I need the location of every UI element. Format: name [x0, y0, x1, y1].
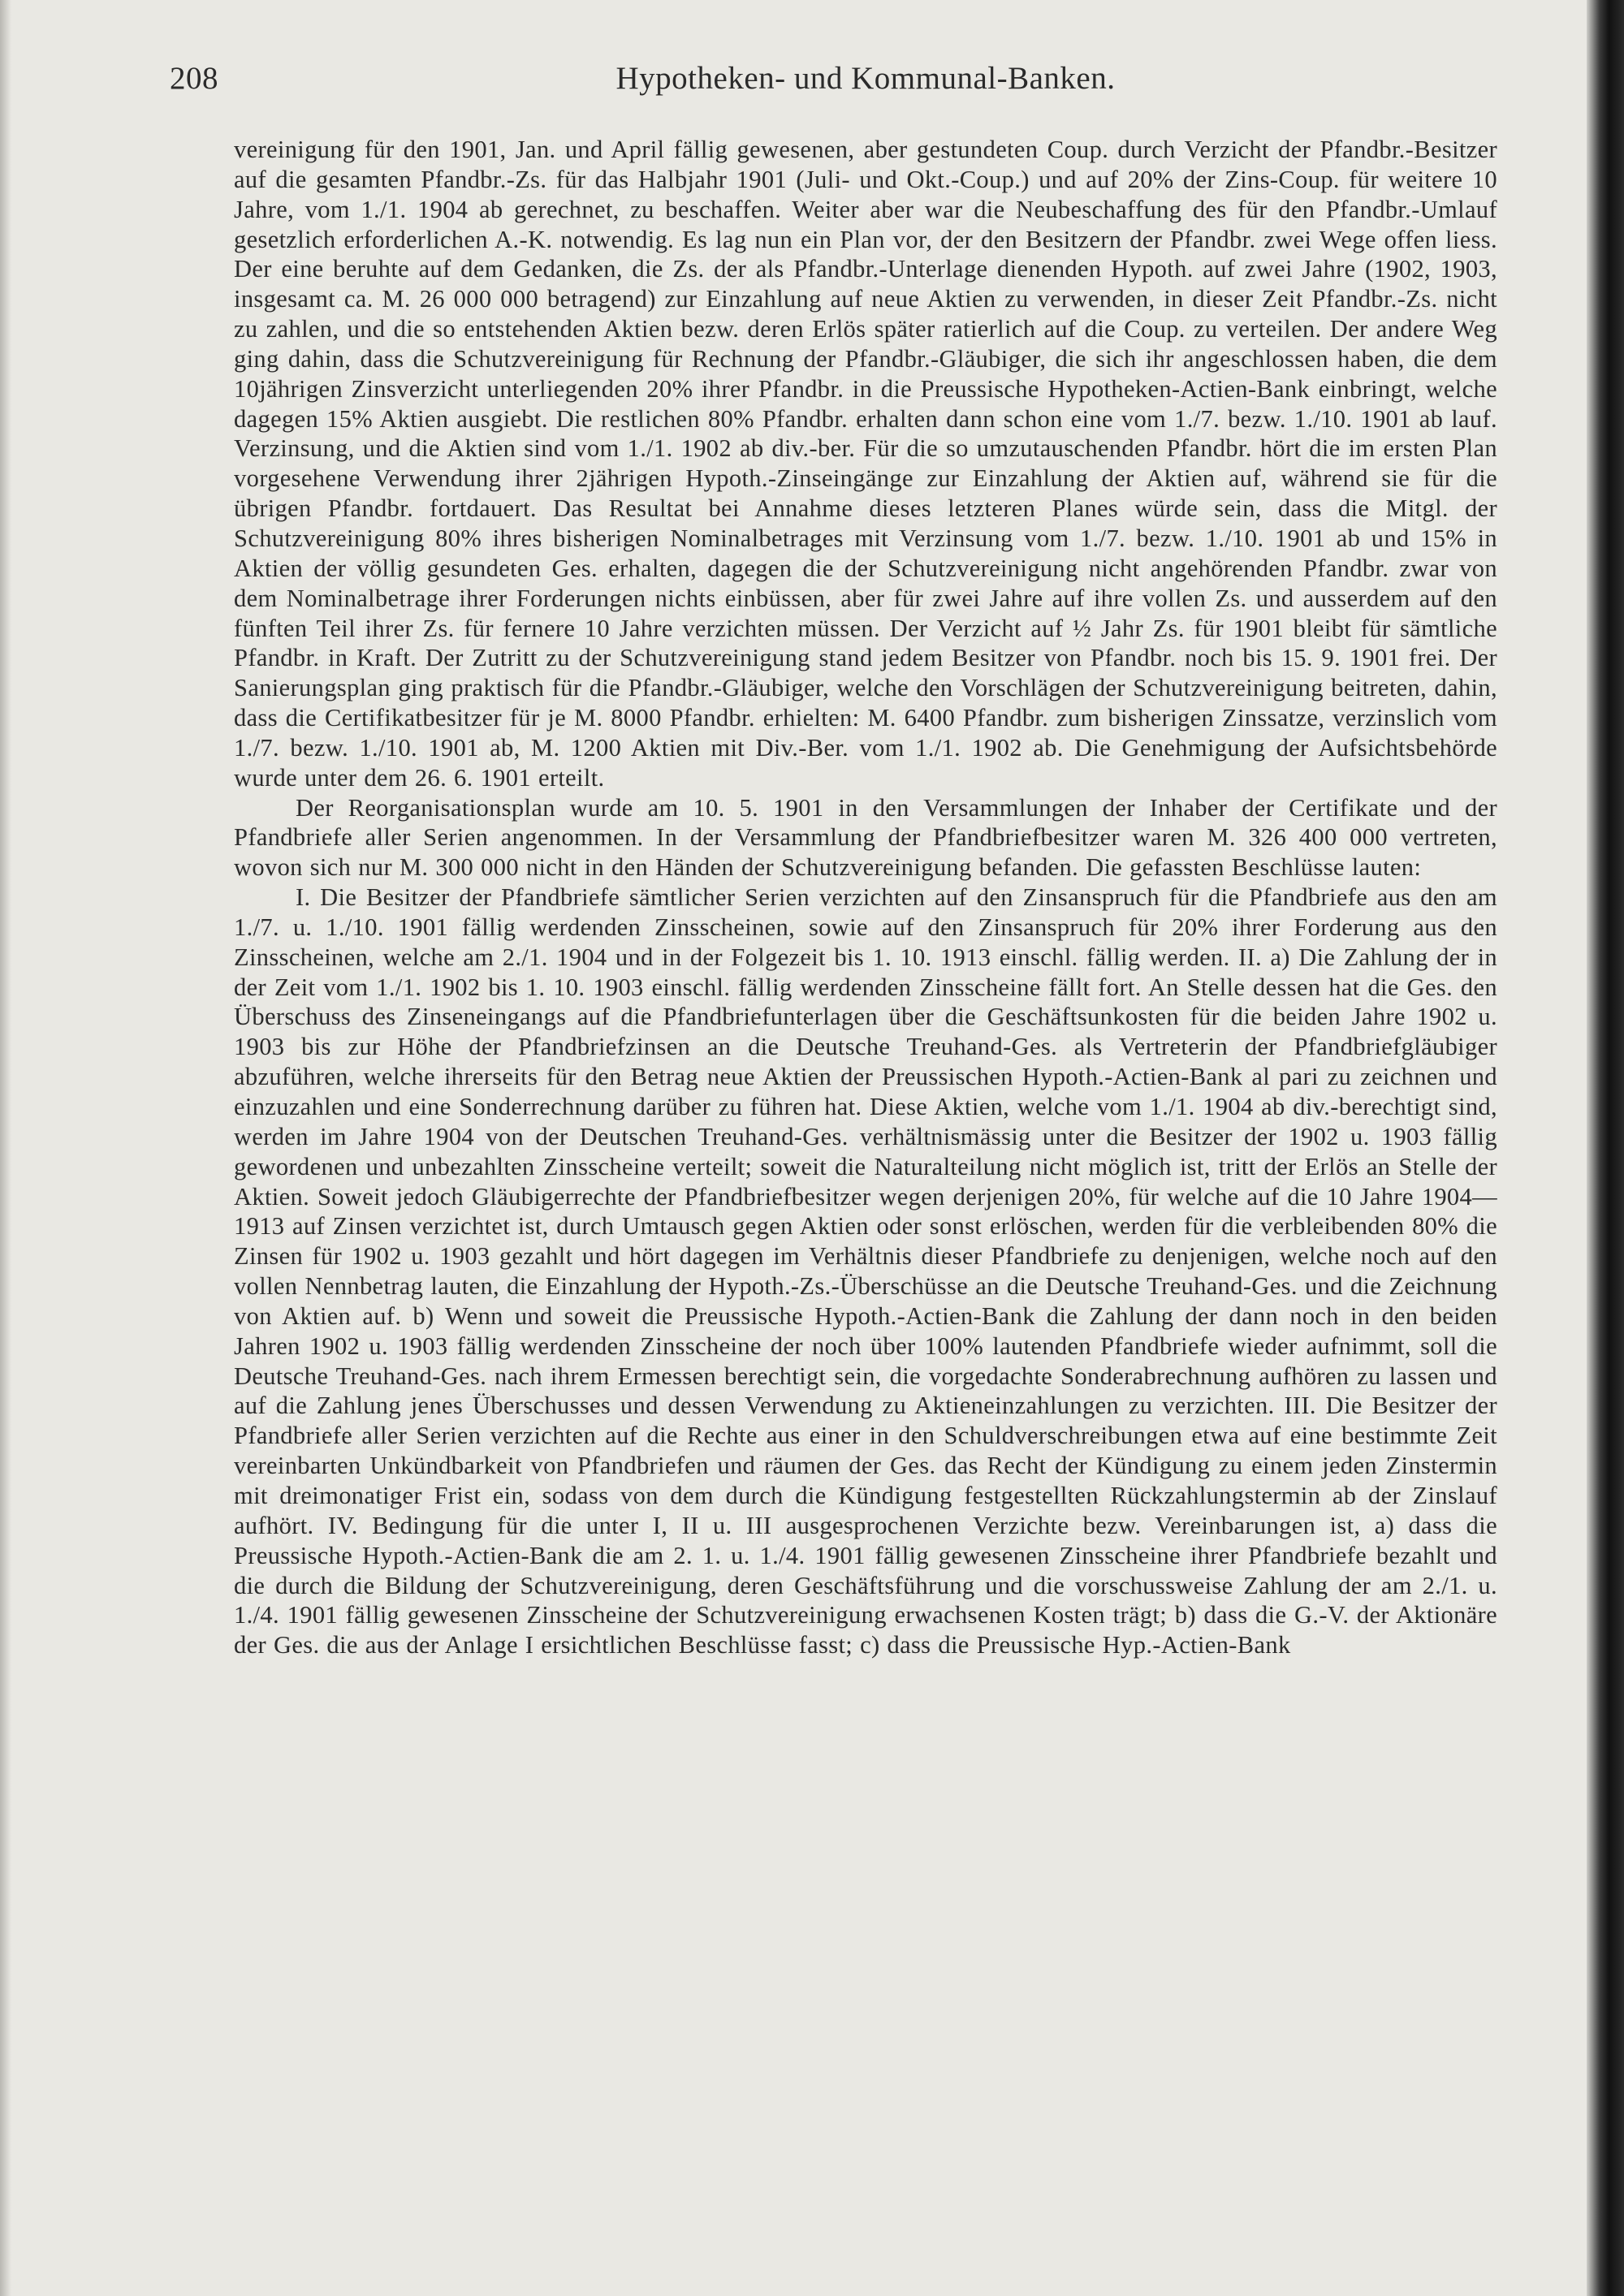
scan-shadow-left: [0, 0, 11, 2296]
running-title: Hypotheken- und Kommunal-Banken.: [615, 61, 1116, 96]
page-number: 208: [170, 61, 218, 96]
running-head: [170, 49, 1497, 106]
paragraph-resolutions: I. Die Besitzer der Pfandbriefe sämtlicher Serien verzichten auf den Zinsanspruch für die Pfandbriefe aus den am 1./7. u. 1./10. 1901 fällig werdenden Zinsscheinen, sowie auf den Zinsanspruch für 20% ihrer Forderung aus den Zinsscheinen, welche am 2./1. 1904 und in der Folgezeit bis 1. 10. 1913 einschl. fällig werden. II. a) Die Zahlung der in der Zeit vom 1./1. 1902 bis 1. 10. 1903 einschl. fällig werdenden Zinsscheine fällt fort. An Stelle dessen hat die Ges. den Überschuss des Zinseneingangs auf die Pfandbriefunterlagen über die Geschäftsunkosten für die beiden Jahre 1902 u. 1903 bis zur Höhe der Pfandbriefzinsen an die Deutsche Treuhand-Ges. als Vertreterin der Pfandbriefgläubiger abzuführen, welche ihrerseits für den Betrag neue Aktien der Preussischen Hypoth.-Actien-Bank al pari zu zeichnen und einzuzahlen und eine Sonderrechnung darüber zu führen hat. Diese Aktien, welche vom 1./1. 1904 ab div.-berechtigt sind, werden im Jahre 1904 von der Deutschen Treuhand-Ges. verhältnismässig unter die Besitzer der 1902 u. 1903 fällig gewordenen und unbezahlten Zinsscheine verteilt; soweit die Naturalteilung nicht möglich ist, tritt der Erlös an Stelle der Aktien. Soweit jedoch Gläubigerrechte der Pfandbriefbesitzer wegen derjenigen 20%, für welche auf die 10 Jahre 1904—1913 auf Zinsen verzichtet ist, durch Umtausch gegen Aktien oder sonst erlöschen, werden für die verbleibenden 80% die Zinsen für 1902 u. 1903 gezahlt und hört dagegen im Verhältnis dieser Pfandbriefe zu denjenigen, welche noch auf den vollen Nennbetrag lauten, die Einzahlung der Hypoth.-Zs.-Überschüsse an die Deutsche Treuhand-Ges. und die Zeichnung von Aktien auf. b) Wenn und soweit die Preussische Hypoth.-Actien-Bank die Zahlung der dann noch in den beiden Jahren 1902 u. 1903 fällig werdenden Zinsscheine der noch über 100% lautenden Pfandbriefe wieder aufnimmt, soll die Deutsche Treuhand-Ges. nach ihrem Ermessen berechtigt sein, die vorgedachte Sonderabrechnung aufhören zu lassen und auf die Zahlung jenes Überschusses und dessen Verwendung zu Aktieneinzahlungen zu verzichten. III. Die Besitzer der Pfandbriefe aller Serien verzichten auf die Rechte aus einer in den Schuldverschreibungen etwa auf eine bestimmte Zeit vereinbarten Unkündbarkeit von Pfandbriefen und räumen der Ges. das Recht der Kündigung zu einem jeden Zinstermin mit dreimonatiger Frist ein, sodass von dem durch die Kündigung festgestellten Rückzahlungstermin ab der Zinslauf aufhört. IV. Bedingung für die unter I, II u. III ausgesprochenen Verzichte bezw. Vereinbarungen ist, a) dass die Preussische Hypoth.-Actien-Bank die am 2. 1. u. 1./4. 1901 fällig gewesenen Zinsscheine ihrer Pfandbriefe bezahlt und die durch die Bildung der Schutzvereinigung, deren Geschäftsführung und die vorschussweise Zahlung der am 2./1. u. 1./4. 1901 fällig gewesenen Zinsscheine der Schutzvereinigung erwachsenen Kosten trägt; b) dass die G.-V. der Aktionäre der Ges. die aus der Anlage I ersichtlichen Beschlüsse fasst; c) dass die Preussische Hyp.-Actien-Bank: [234, 883, 1497, 1659]
scan-edge-right: [1587, 0, 1624, 2296]
document-page: [170, 49, 1497, 2273]
body-text: [234, 135, 1497, 1660]
paragraph-continuation: vereinigung für den 1901, Jan. und April fällig gewesenen, aber gestundeten Coup. durch Verzicht der Pfandbr.-Besitzer auf die gesamten Pfandbr.-Zs. für das Halbjahr 1901 (Juli- und Okt.-Coup.) und auf 20% der Zins-Coup. für weitere 10 Jahre, vom 1./1. 1904 ab gerechnet, zu beschaffen. Weiter aber war die Neubeschaffung des für den Pfandbr.-Umlauf gesetzlich erforderlichen A.-K. notwendig. Es lag nun ein Plan vor, der den Besitzern der Pfandbr. zwei Wege offen liess. Der eine beruhte auf dem Gedanken, die Zs. der als Pfandbr.-Unterlage dienenden Hypoth. auf zwei Jahre (1902, 1903, insgesamt ca. M. 26 000 000 betragend) zur Einzahlung auf neue Aktien zu verwenden, in dieser Zeit Pfandbr.-Zs. nicht zu zahlen, und die so entstehenden Aktien bezw. deren Erlös später ratierlich auf die Coup. zu verteilen. Der andere Weg ging dahin, dass die Schutzvereinigung für Rechnung der Pfandbr.-Gläubiger, die sich ihr angeschlossen haben, die dem 10jährigen Zinsverzicht unterliegenden 20% ihrer Pfandbr. in die Preussische Hypotheken-Actien-Bank einbringt, welche dagegen 15% Aktien ausgiebt. Die restlichen 80% Pfandbr. erhalten dann schon eine vom 1./7. bezw. 1./10. 1901 ab lauf. Verzinsung, und die Aktien sind vom 1./1. 1902 ab div.-ber. Für die so umzutauschenden Pfandbr. hört die im ersten Plan vorgesehene Verwendung ihrer 2jährigen Hypoth.-Zinseingänge zur Einzahlung der Aktien auf, während sie für die übrigen Pfandbr. fortdauert. Das Resultat bei Annahme dieses letzteren Planes würde sein, dass die Mitgl. der Schutzvereinigung 80% ihres bisherigen Nominalbetrages mit Verzinsung vom 1./7. bezw. 1./10. 1901 ab und 15% in Aktien der völlig gesundeten Ges. erhalten, dagegen die der Schutzvereinigung nicht angehörenden Pfandbr. zwar von dem Nominalbetrage ihrer Forderungen nichts einbüssen, aber für zwei Jahre auf ihre vollen Zs. und ausserdem auf den fünften Teil ihrer Zs. für fernere 10 Jahre verzichten müssen. Der Verzicht auf ½ Jahr Zs. für 1901 bleibt für sämtliche Pfandbr. in Kraft. Der Zutritt zu der Schutzvereinigung stand jedem Besitzer von Pfandbr. noch bis 15. 9. 1901 frei. Der Sanierungsplan ging praktisch für die Pfandbr.-Gläubiger, welche den Vorschlägen der Schutzvereinigung beitreten, dahin, dass die Certifikatbesitzer für je M. 8000 Pfandbr. erhielten: M. 6400 Pfandbr. zum bisherigen Zinssatze, verzinslich vom 1./7. bezw. 1./10. 1901 ab, M. 1200 Aktien mit Div.-Ber. vom 1./1. 1902 ab. Die Genehmigung der Aufsichtsbehörde wurde unter dem 26. 6. 1901 erteilt.: [234, 136, 1497, 792]
paragraph-reorganisation: Der Reorganisationsplan wurde am 10. 5. 1901 in den Versammlungen der Inhaber der Certifikate und der Pfandbriefe aller Serien angenommen. In der Versammlung der Pfandbriefbesitzer waren M. 326 400 000 vertreten, wovon sich nur M. 300 000 nicht in den Händen der Schutzvereinigung befanden. Die gefassten Beschlüsse lauten:: [234, 793, 1497, 882]
